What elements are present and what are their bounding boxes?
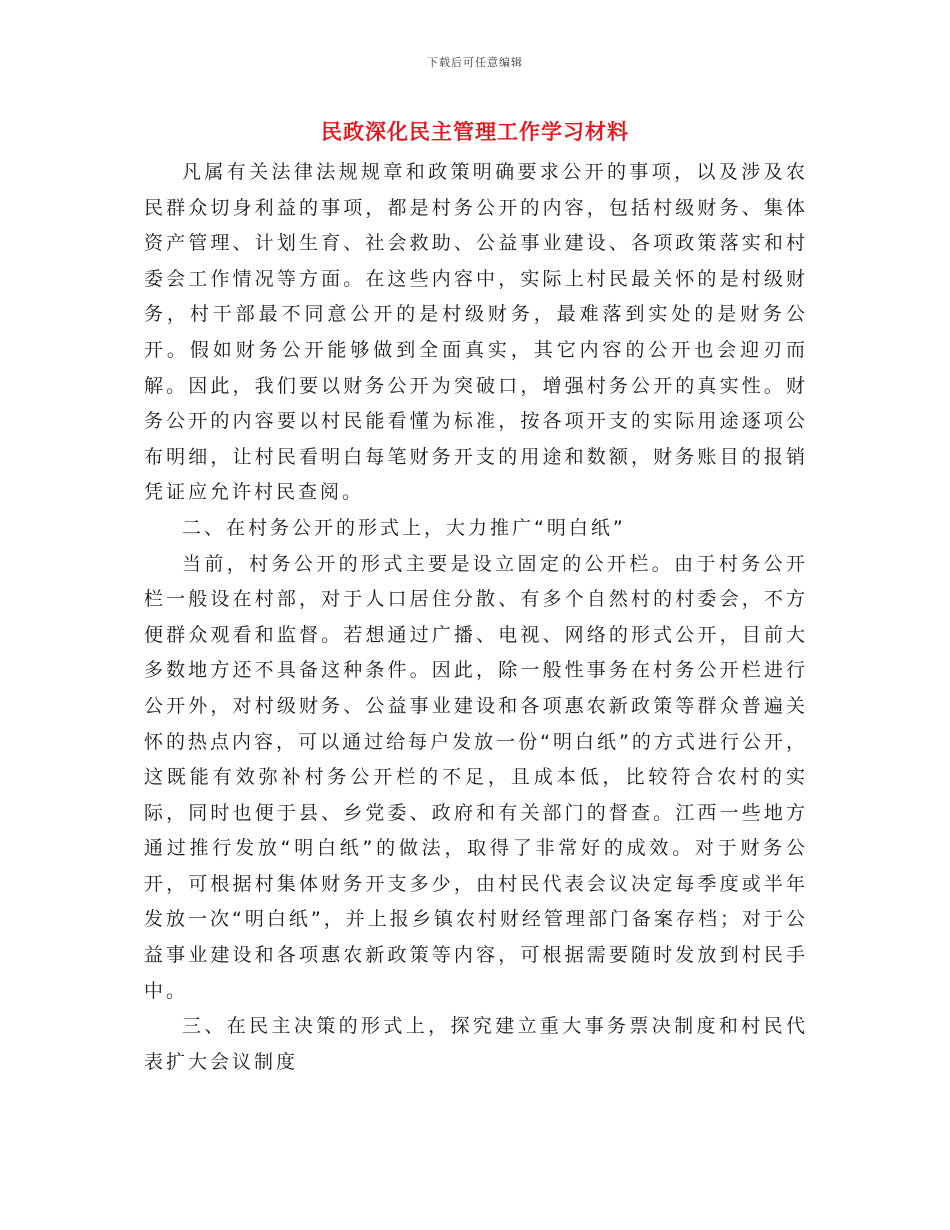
- header-note: 下载后可任意编辑: [427, 56, 523, 69]
- section-heading-2: 二、在村务公开的形式上，大力推广“明白纸”: [182, 516, 626, 539]
- document-title: 民政深化民主管理工作学习材料: [321, 119, 629, 144]
- document-body: [144, 155, 808, 1080]
- paragraph-1: 凡属有关法律法规规章和政策明确要求公开的事项，以及涉及农民群众切身利益的事项，都是村务公开的内容，包括村级财务、集体资产管理、计划生育、社会救助、公益事业建设、各项政策落实和村委会工作情况等方面。在这些内容中，实际上村民最关怀的是村级财务，村干部最不同意公开的是村级财务，最难落到实处的是财务公开。假如财务公开能够做到全面真实，其它内容的公开也会迎刃而解。因此，我们要以财务公开为突破口，增强村务公开的真实性。财务公开的内容要以村民能看懂为标准，按各项开支的实际用途逐项公布明细，让村民看明白每笔财务开支的用途和数额，财务账目的报销凭证应允许村民查阅。: [144, 161, 808, 504]
- paragraph-2: 当前，村务公开的形式主要是设立固定的公开栏。由于村务公开栏一般设在村部，对于人口居住分散、有多个自然村的村委会，不方便群众观看和监督。若想通过广播、电视、网络的形式公开，目前大多数地方还不具备这种条件。因此，除一般性事务在村务公开栏进行公开外，对村级财务、公益事业建设和各项惠农新政策等群众普遍关怀的热点内容，可以通过给每户发放一份“明白纸”的方式进行公开，这既能有效弥补村务公开栏的不足，且成本低，比较符合农村的实际，同时也便于县、乡党委、政府和有关部门的督查。江西一些地方通过推行发放“明白纸”的做法，取得了非常好的成效。对于财务公开，可根据村集体财务开支多少，由村民代表会议决定每季度或半年发放一次“明白纸”，并上报乡镇农村财经管理部门备案存档；对于公益事业建设和各项惠农新政策等内容，可根据需要随时发放到村民手中。: [144, 552, 808, 1002]
- section-heading-3: 三、在民主决策的形式上，探究建立重大事务票决制度和村民代表扩大会议制度: [144, 1015, 808, 1073]
